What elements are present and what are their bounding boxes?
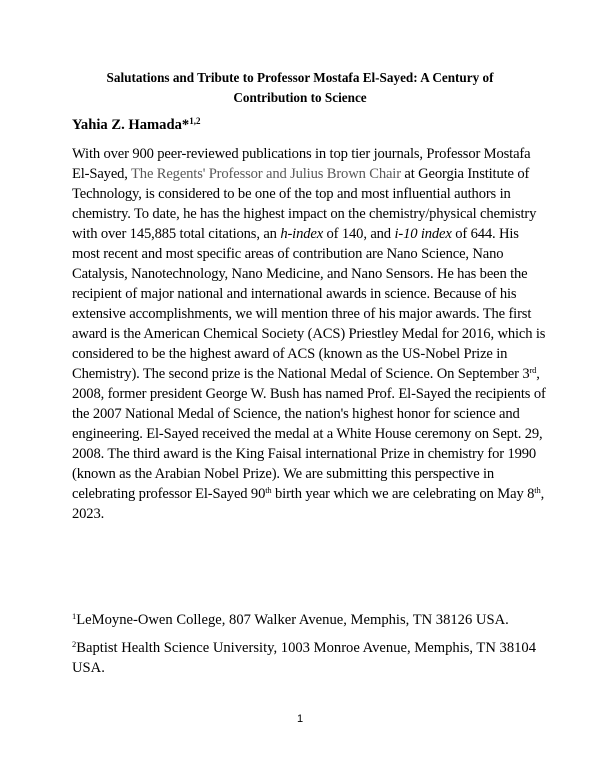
text-run: birth year which we are celebrating on May 8: [271, 486, 535, 502]
paragraph-line: [72, 304, 532, 324]
text-run: El-Sayed,: [72, 166, 132, 182]
paragraph-line: [72, 204, 537, 224]
affiliation-line: [72, 658, 532, 678]
paragraph-line: [72, 484, 545, 504]
affiliation-text: LeMoyne-Owen College, 807 Walker Avenue, Memphis, TN 38126 USA.: [76, 612, 509, 628]
text-run: at Georgia Institute of: [400, 166, 530, 182]
text-run: engineering. El-Sayed received the medal at a White House ceremony on Sept. 29,: [72, 426, 543, 442]
author-affiliation-marks: 1,2: [189, 116, 201, 126]
title-line-1: Salutations and Tribute to Professor Mostafa El-Sayed: A Century of: [106, 70, 494, 85]
paragraph-line: [72, 344, 532, 364]
text-run: most recent and most specific areas of contribution are Nano Science, Nano: [72, 246, 504, 262]
paragraph-line: [72, 164, 532, 184]
paragraph-line: [72, 184, 532, 204]
text-run: of 644. His: [451, 226, 519, 242]
text-run: Catalysis, Nanotechnology, Nano Medicine, and Nano Sensors. He has been the: [72, 266, 528, 282]
paragraph-line: [72, 264, 532, 284]
text-run: Chemistry). The second prize is the National Medal of Science. On September 3: [72, 366, 530, 382]
text-run: celebrating professor El-Sayed 90: [72, 486, 266, 502]
text-run: with over 145,885 total citations, an: [72, 226, 281, 242]
title-link-text: The Regents' Professor and Julius Brown Chair: [131, 166, 401, 182]
ordinal-suffix: rd: [529, 365, 537, 375]
paragraph-line: [72, 504, 532, 524]
text-run: (known as the Arabian Nobel Prize). We are submitting this perspective in: [72, 466, 495, 482]
text-run: 2023.: [72, 506, 105, 522]
affiliation-line: [72, 638, 537, 658]
paragraph-line: [72, 404, 532, 424]
text-run: 2008. The third award is the King Faisal international Prize in chemistry for 1990: [72, 446, 537, 462]
affiliation-text: Baptist Health Science University, 1003 Monroe Avenue, Memphis, TN 38104: [76, 640, 537, 656]
text-run: 2008, former president George W. Bush has named Prof. El-Sayed the recipients of: [72, 386, 546, 402]
text-run: ,: [540, 486, 545, 502]
affiliation-mark: 1: [72, 611, 77, 621]
text-run: chemistry. To date, he has the highest impact on the chemistry/physical chemistry: [72, 206, 537, 222]
page-number: 1: [296, 713, 304, 725]
page-title: [72, 68, 528, 108]
text-run: the 2007 National Medal of Science, the nation's highest honor for science and: [72, 406, 520, 422]
affiliation-1: [72, 610, 532, 630]
author-line: [72, 116, 200, 134]
text-run: extensive accomplishments, we will mention three of his major awards. The first: [72, 306, 532, 322]
ordinal-suffix: th: [534, 485, 541, 495]
paragraph-line: [72, 384, 546, 404]
text-run: ,: [536, 366, 540, 382]
title-line-2: Contribution to Science: [233, 90, 367, 105]
paragraph-line: [72, 464, 532, 484]
affiliation-text: USA.: [72, 660, 105, 676]
affiliation-2: [72, 638, 537, 678]
affiliation-line: [72, 610, 532, 630]
italic-term: i-10 index: [394, 226, 452, 242]
ordinal-suffix: th: [265, 485, 272, 495]
paragraph-line: [72, 144, 532, 164]
paragraph-line: [72, 364, 540, 384]
paragraph-line: [72, 244, 532, 264]
paragraph-line: [72, 224, 532, 244]
text-run: recipient of major national and international awards in science. Because of his: [72, 286, 517, 302]
paragraph-line: [72, 424, 543, 444]
text-run: Technology, is considered to be one of the top and most influential authors in: [72, 186, 511, 202]
abstract-paragraph: [72, 144, 546, 524]
text-run: considered to be the highest award of ACS (known as the US-Nobel Prize in: [72, 346, 508, 362]
author-name: Yahia Z. Hamada*: [72, 117, 190, 133]
text-run: award is the American Chemical Society (ACS) Priestley Medal for 2016, which is: [72, 326, 546, 342]
affiliation-mark: 2: [72, 639, 77, 649]
paragraph-line: [72, 324, 546, 344]
text-run: of 140, and: [323, 226, 395, 242]
text-run: With over 900 peer-reviewed publications in top tier journals, Professor Mostafa: [72, 146, 531, 162]
italic-term: h-index: [280, 226, 324, 242]
paragraph-line: [72, 284, 532, 304]
paragraph-line: [72, 444, 537, 464]
